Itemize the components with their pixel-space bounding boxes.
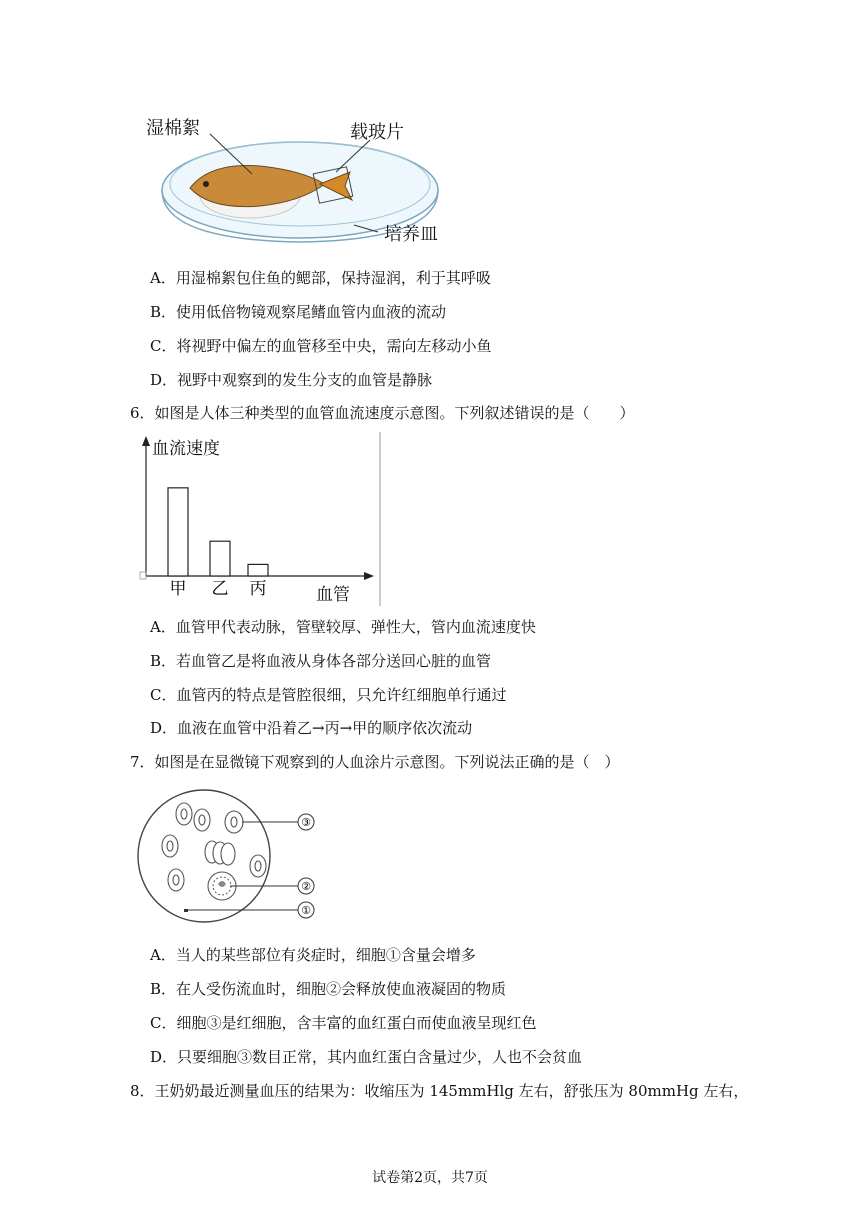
bar-1	[168, 488, 188, 576]
q7-option-a: A．当人的某些部位有炎症时，细胞①含量会增多	[150, 946, 476, 964]
q5-option-c: C．将视野中偏左的血管移至中央，需向左移动小鱼	[150, 337, 492, 355]
x-tick-label: 甲	[169, 579, 187, 599]
blood-flow-chart	[132, 430, 384, 608]
x-axis-label: 血管	[316, 585, 350, 605]
q6-option-d: D．血液在血管中沿着乙→丙→甲的顺序依次流动	[150, 719, 473, 737]
q6-option-b: B．若血管乙是将血液从身体各部分送回心脏的血管	[150, 652, 492, 670]
blood-smear-figure	[134, 788, 324, 924]
q8-stem: 8．王奶奶最近测量血压的结果为：收缩压为 145mmHlg 左右，舒张压为 80mmHg 左右，	[130, 1082, 749, 1100]
q7-stem: 7．如图是在显微镜下观察到的人血涂片示意图。下列说法正确的是（ ）	[130, 753, 620, 771]
q5-option-b: B．使用低倍物镜观察尾鳍血管内血液的流动	[150, 303, 447, 321]
bar-3	[248, 564, 268, 576]
q7-option-d: D．只要细胞③数目正常，其内血红蛋白含量过少，人也不会贫血	[150, 1048, 583, 1066]
x-tick-label: 丙	[249, 579, 267, 599]
label-slide: 载玻片	[350, 122, 404, 143]
q6-stem: 6．如图是人体三种类型的血管血流速度示意图。下列叙述错误的是（ ）	[130, 404, 635, 422]
bar-2	[210, 541, 230, 576]
q5-option-a: A．用湿棉絮包住鱼的鳃部，保持湿润，利于其呼吸	[150, 269, 491, 287]
marker-3: ③	[301, 816, 311, 829]
marker-2: ②	[301, 880, 311, 893]
y-axis-label: 血流速度	[152, 439, 220, 459]
page-footer: 试卷第2页，共7页	[372, 1170, 488, 1186]
label-petri-dish: 培养皿	[384, 224, 438, 245]
label-wet-cotton: 湿棉絮	[146, 118, 200, 139]
q7-option-b: B．在人受伤流血时，细胞②会释放使血液凝固的物质	[150, 980, 507, 998]
q7-option-c: C．细胞③是红细胞，含丰富的血红蛋白而使血液呈现红色	[150, 1014, 537, 1032]
q6-option-a: A．血管甲代表动脉，管壁较厚、弹性大，管内血流速度快	[150, 618, 536, 636]
marker-1: ①	[301, 904, 311, 917]
q5-option-d: D．视野中观察到的发生分支的血管是静脉	[150, 371, 433, 389]
x-tick-label: 乙	[211, 579, 229, 599]
fish-dish-figure	[140, 110, 460, 250]
q6-option-c: C．血管丙的特点是管腔很细，只允许红细胞单行通过	[150, 686, 507, 704]
